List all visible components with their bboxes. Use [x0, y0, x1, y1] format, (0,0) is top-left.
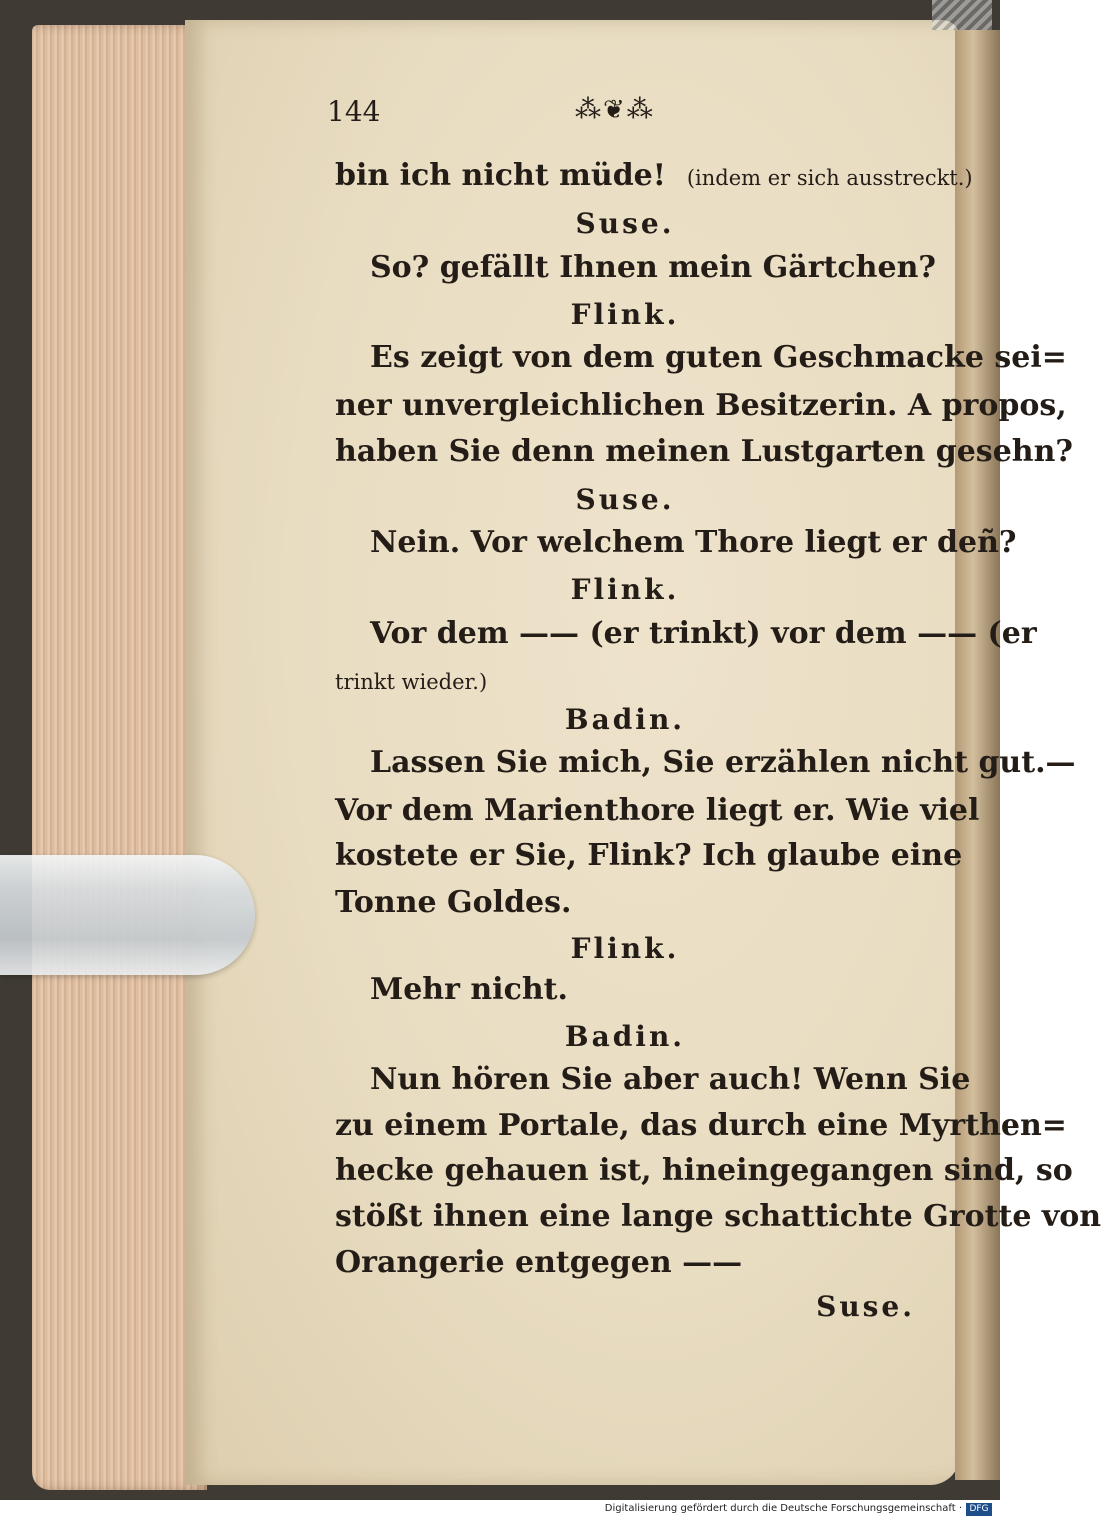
page-number: 144	[327, 95, 381, 128]
text-line: Es zeigt von dem guten Geschmacke sei=	[370, 340, 1067, 375]
text-line: kostete er Sie, Flink? Ich glaube eine	[335, 838, 963, 873]
speaker-label: Badin.	[564, 703, 686, 736]
scan-corner-mark	[932, 0, 992, 30]
text-line: Tonne Goldes.	[335, 885, 572, 920]
text-line: So? gefällt Ihnen mein Gärtchen?	[370, 250, 936, 285]
text-line: hecke gehauen ist, hineingegangen sind, so	[335, 1153, 1073, 1188]
page-header	[327, 95, 915, 135]
speaker-label: Flink.	[570, 932, 680, 965]
speaker-label: Suse.	[575, 207, 675, 240]
text-line: trinkt wieder.)	[335, 670, 488, 694]
text-line: haben Sie denn meinen Lustgarten gesehn?	[335, 434, 1073, 469]
text-line: Nun hören Sie aber auch! Wenn Sie	[370, 1062, 971, 1097]
text-line: stößt ihnen eine lange schattichte Grotte von	[335, 1199, 1101, 1234]
speaker-label: Flink.	[570, 573, 680, 606]
text-line: Vor dem Marienthore liegt er. Wie viel	[335, 793, 980, 828]
text-line: ner unvergleichlichen Besitzerin. A propos,	[335, 388, 1067, 423]
text-line: Nein. Vor welchem Thore liegt er deñ?	[370, 525, 1017, 560]
speaker-label: Suse.	[575, 483, 675, 516]
speaker-label: Badin.	[564, 1020, 686, 1053]
footer-credit: Digitalisierung gefördert durch die Deutsche Forschungsgemeinschaft ·	[604, 1503, 962, 1514]
speaker-label: Flink.	[570, 298, 680, 331]
page-clip	[0, 855, 255, 975]
text-line: Vor dem —— (er trinkt) vor dem —— (er	[370, 616, 1037, 651]
book-page-edges	[32, 25, 207, 1490]
text-line: zu einem Portale, das durch eine Myrthen=	[335, 1108, 1067, 1143]
dfg-logo: DFG	[966, 1503, 992, 1516]
text-line: Mehr nicht.	[370, 972, 568, 1007]
text-line: bin ich nicht müde! (indem er sich ausstreckt.)	[335, 158, 973, 193]
text-line: Lassen Sie mich, Sie erzählen nicht gut.—	[370, 745, 1076, 780]
header-ornament: ⁂❦⁂	[575, 95, 655, 125]
text-line: Orangerie entgegen ——	[335, 1245, 743, 1280]
catchword: Suse.	[816, 1290, 915, 1323]
footer-bar	[0, 1500, 1000, 1520]
